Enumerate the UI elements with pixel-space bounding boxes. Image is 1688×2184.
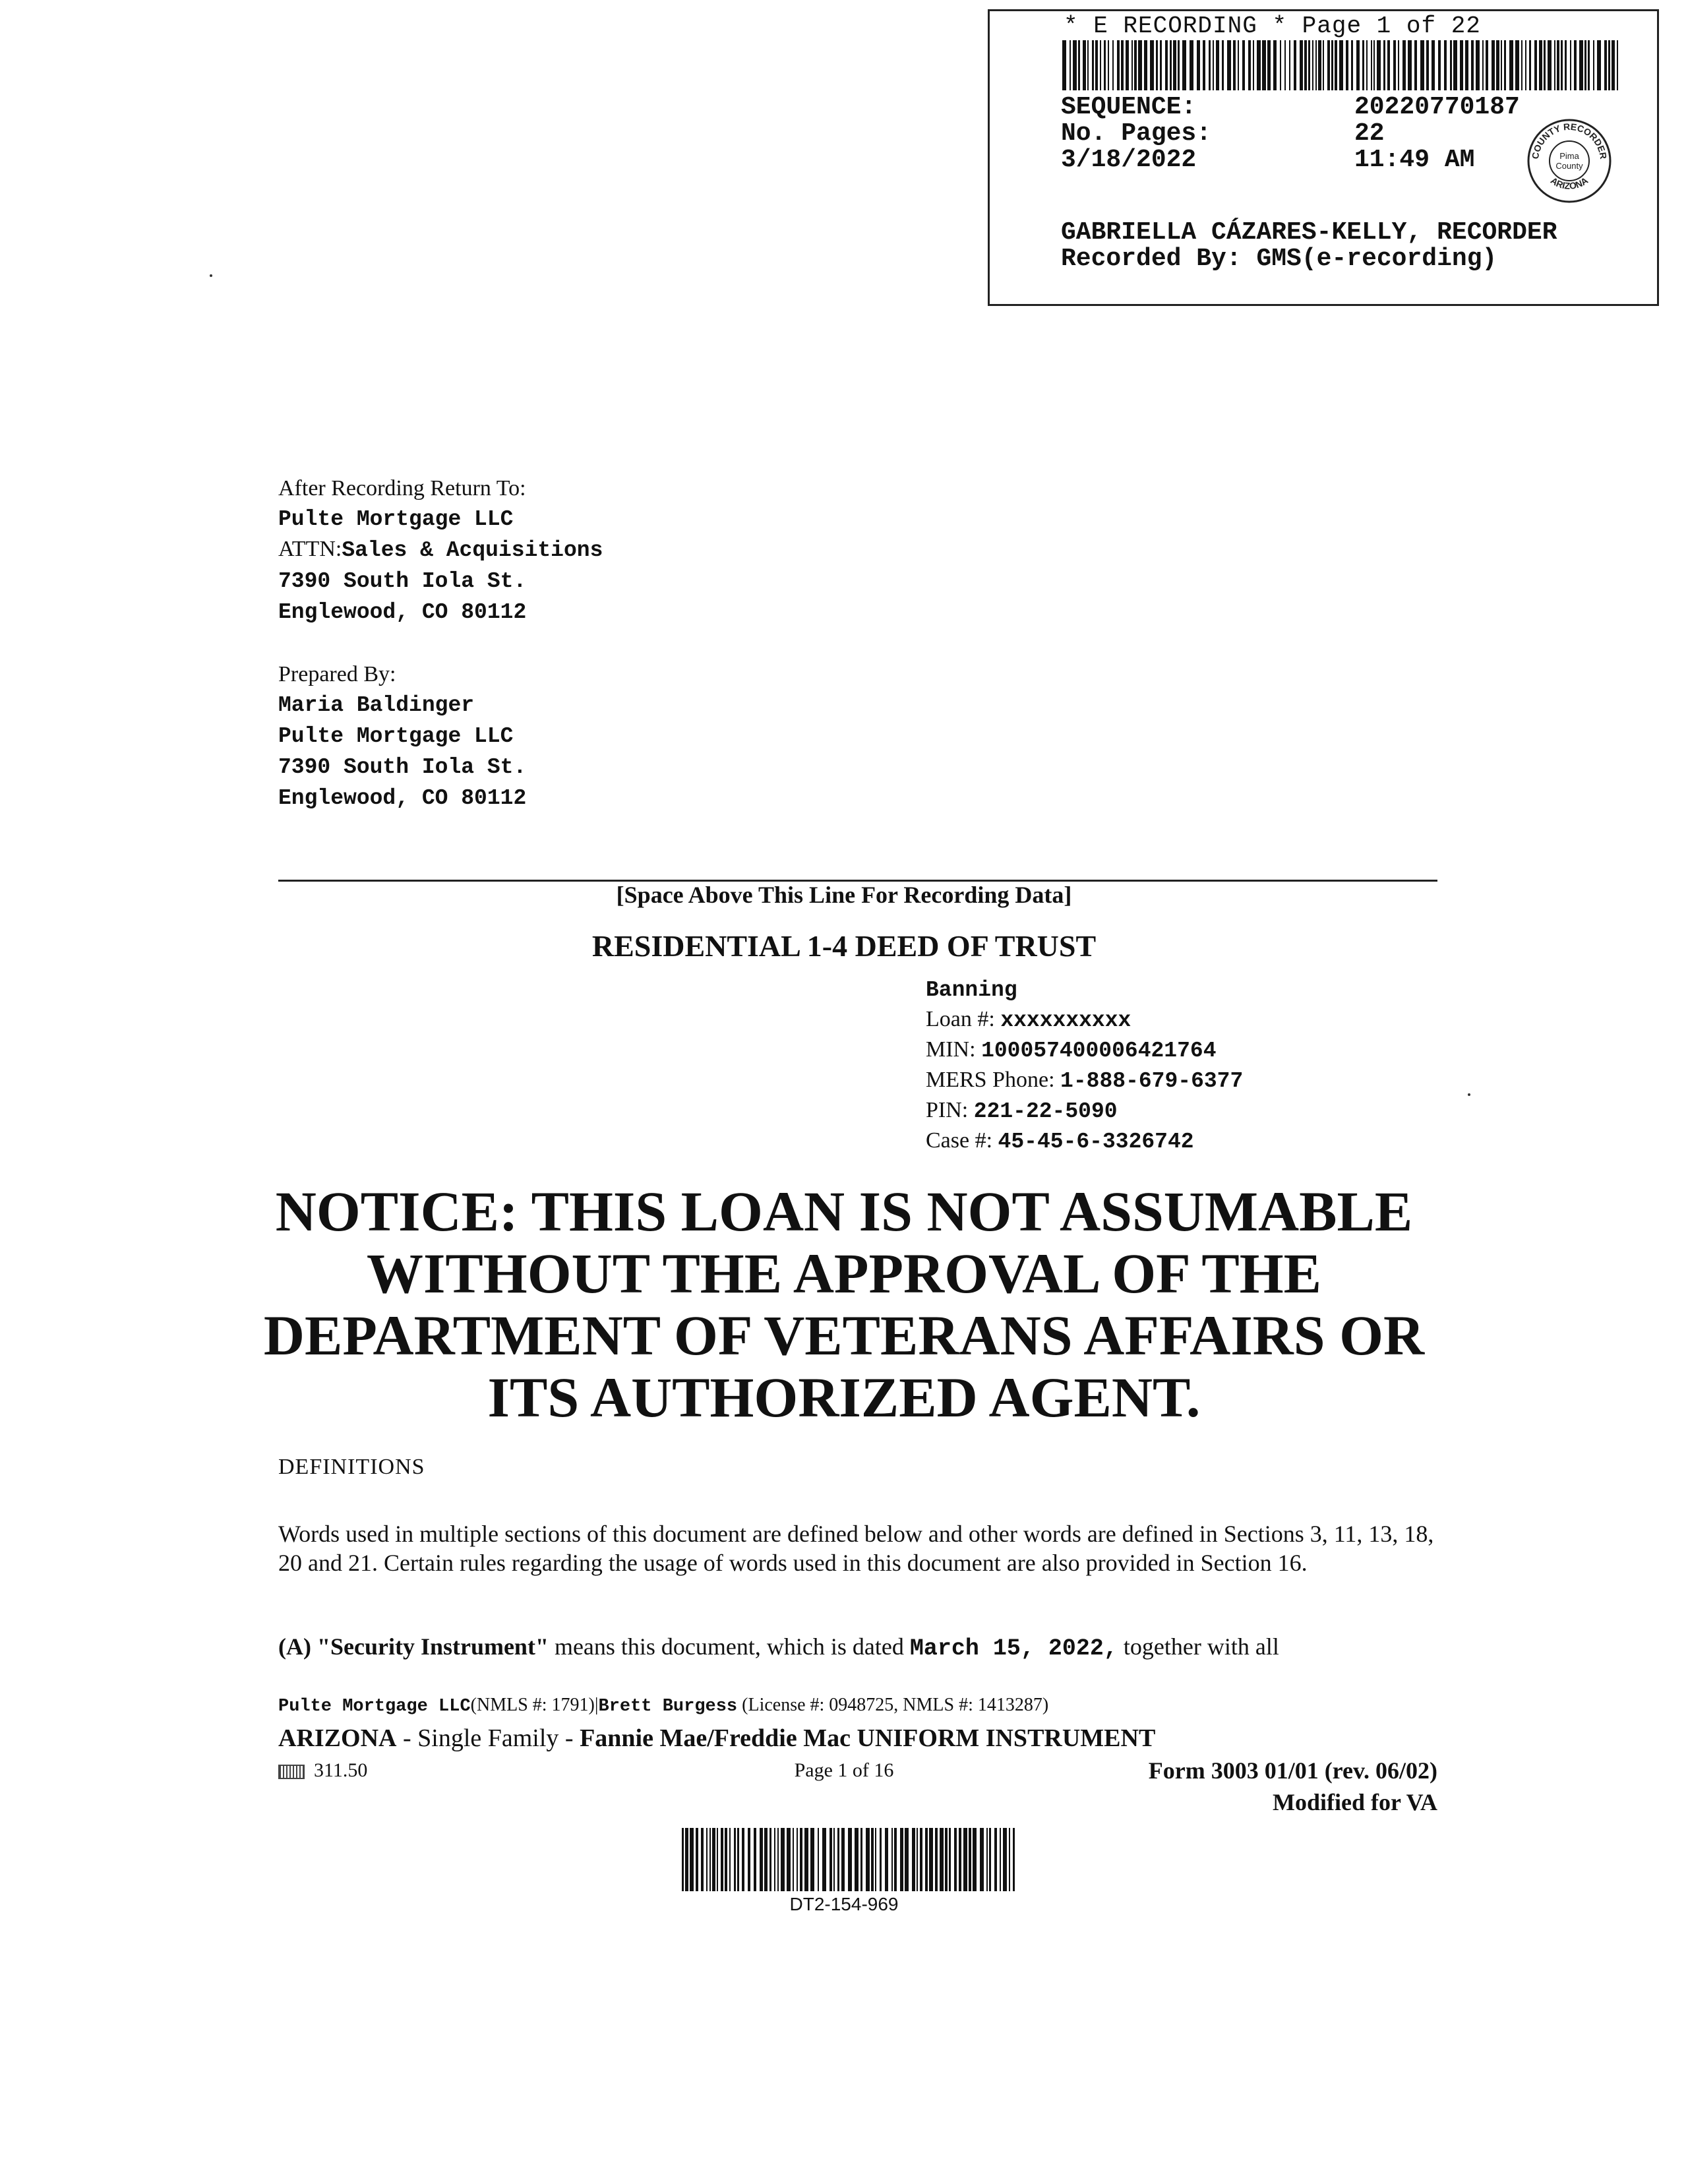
barcode-bar bbox=[994, 1828, 997, 1891]
barcode-bar bbox=[1203, 40, 1205, 90]
barcode-bar bbox=[712, 1828, 715, 1891]
case-number-label: Case #: bbox=[926, 1128, 993, 1153]
definition-a bbox=[278, 1633, 1279, 1662]
barcode-bar bbox=[1335, 40, 1337, 90]
barcode-bar bbox=[1525, 40, 1526, 90]
barcode-bar bbox=[1242, 40, 1245, 90]
pin-label: PIN: bbox=[926, 1098, 969, 1122]
barcode-bar bbox=[1608, 40, 1610, 90]
barcode-bar bbox=[1548, 40, 1552, 90]
barcode-bar bbox=[1534, 40, 1537, 90]
notice-line-3: DEPARTMENT OF VETERANS AFFAIRS OR bbox=[263, 1304, 1425, 1367]
barcode-bar bbox=[690, 1828, 694, 1891]
barcode-bar bbox=[1362, 40, 1364, 90]
prepared-by-company: Pulte Mortgage LLC bbox=[278, 724, 514, 748]
barcode-bar bbox=[696, 1828, 698, 1891]
footer-officer: Brett Burgess bbox=[598, 1697, 738, 1716]
barcode-bar bbox=[800, 1828, 802, 1891]
attn-label: ATTN: bbox=[278, 537, 342, 561]
barcode-bar bbox=[1496, 40, 1499, 90]
barcode-bar bbox=[1366, 40, 1368, 90]
barcode-bar bbox=[949, 1828, 951, 1891]
barcode-bar bbox=[764, 1828, 768, 1891]
barcode-bar bbox=[685, 1828, 688, 1891]
barcode-bar bbox=[1453, 40, 1457, 90]
recorded-by: Recorded By: GMS(e-recording) bbox=[1061, 245, 1497, 273]
barcode-bar bbox=[818, 1828, 819, 1891]
barcode-bar bbox=[1150, 40, 1154, 90]
barcode-bar bbox=[1280, 40, 1281, 90]
record-date: 3/18/2022 bbox=[1061, 146, 1197, 174]
stamp-header: * E RECORDING * Page 1 of 22 bbox=[1064, 13, 1481, 40]
barcode-bar bbox=[1509, 40, 1513, 90]
barcode-bar bbox=[1095, 40, 1098, 90]
notice-line-4: ITS AUTHORIZED AGENT. bbox=[487, 1366, 1201, 1429]
barcode-bar bbox=[1408, 40, 1412, 90]
barcode-bar bbox=[804, 1828, 808, 1891]
barcode-bar bbox=[855, 1828, 859, 1891]
barcode-bar bbox=[829, 1828, 832, 1891]
barcode-bar bbox=[1539, 40, 1542, 90]
barcode-bar bbox=[1003, 1828, 1007, 1891]
barcode-bar bbox=[787, 1828, 791, 1891]
barcode-bar bbox=[1000, 1828, 1001, 1891]
barcode-bar bbox=[1617, 40, 1618, 90]
recording-stamp bbox=[988, 9, 1659, 306]
barcode-bar bbox=[1173, 40, 1176, 90]
stamp-barcode bbox=[1062, 40, 1620, 90]
min-label: MIN: bbox=[926, 1037, 976, 1062]
definition-a-date: March 15, 2022, bbox=[909, 1635, 1118, 1662]
barcode-bar bbox=[1471, 40, 1474, 90]
barcode-bar bbox=[894, 1828, 897, 1891]
barcode-bar bbox=[709, 1828, 711, 1891]
barcode-bar bbox=[1565, 40, 1567, 90]
barcode-bar bbox=[1339, 40, 1343, 90]
barcode-bar bbox=[1593, 40, 1594, 90]
barcode-bar bbox=[1371, 40, 1372, 90]
barcode-bar bbox=[973, 1828, 977, 1891]
barcode-bar bbox=[777, 1828, 779, 1891]
pages-value: 22 bbox=[1354, 119, 1385, 148]
barcode-bar bbox=[1315, 40, 1317, 90]
barcode-bar bbox=[1492, 40, 1495, 90]
barcode-bar bbox=[706, 1828, 708, 1891]
notice-line-2: WITHOUT THE APPROVAL OF THE bbox=[366, 1242, 1322, 1305]
barcode-bar bbox=[1318, 40, 1321, 90]
barcode-bar bbox=[935, 1828, 938, 1891]
barcode-bar bbox=[1561, 40, 1563, 90]
barcode-bar bbox=[1087, 40, 1089, 90]
stray-dot-right bbox=[1468, 1093, 1470, 1096]
barcode-bar bbox=[1529, 40, 1531, 90]
footer-lender-nmls: (NMLS #: 1791) bbox=[470, 1695, 595, 1715]
barcode-bar bbox=[1160, 40, 1162, 90]
barcode-bar bbox=[682, 1828, 684, 1891]
return-to-block bbox=[278, 473, 603, 627]
barcode-bar bbox=[940, 1828, 944, 1891]
definitions-heading: DEFINITIONS bbox=[278, 1455, 425, 1479]
barcode-bar bbox=[917, 1828, 918, 1891]
barcode-bar bbox=[891, 1828, 893, 1891]
footer-state: ARIZONA bbox=[278, 1724, 397, 1752]
barcode-bar bbox=[1544, 40, 1546, 90]
assumability-notice bbox=[171, 1180, 1517, 1428]
barcode-bar bbox=[1294, 40, 1296, 90]
seal-center-line1: Pima bbox=[1559, 151, 1579, 161]
barcode-bar bbox=[1289, 40, 1290, 90]
barcode-bar bbox=[1238, 40, 1239, 90]
barcode-bar bbox=[717, 1828, 718, 1891]
loan-number-value: xxxxxxxxxx bbox=[1000, 1008, 1131, 1033]
barcode-bar bbox=[871, 1828, 874, 1891]
barcode-bar bbox=[1331, 40, 1333, 90]
barcode-bar bbox=[959, 1828, 961, 1891]
mers-phone-label: MERS Phone: bbox=[926, 1068, 1055, 1092]
barcode-bar bbox=[963, 1828, 967, 1891]
barcode-bar bbox=[725, 1828, 727, 1891]
barcode-bar bbox=[1253, 40, 1254, 90]
barcode-bar bbox=[1387, 40, 1390, 90]
barcode-bar bbox=[1222, 40, 1224, 90]
footer-officer-license: (License #: 0948725, NMLS #: 1413287) bbox=[742, 1695, 1049, 1715]
return-to-street: 7390 South Iola St. bbox=[278, 569, 527, 593]
barcode-bar bbox=[781, 1828, 785, 1891]
barcode-bar bbox=[880, 1828, 882, 1891]
barcode-bar bbox=[1100, 40, 1101, 90]
barcode-bar bbox=[929, 1828, 933, 1891]
footer-page-number: Page 1 of 16 bbox=[794, 1759, 894, 1781]
barcode-bar bbox=[980, 1828, 984, 1891]
barcode-bar bbox=[1554, 40, 1555, 90]
barcode-bar bbox=[1346, 40, 1348, 90]
prepared-by-person: Maria Baldinger bbox=[278, 693, 475, 717]
barcode-bar bbox=[1117, 40, 1120, 90]
barcode-bar bbox=[1515, 40, 1519, 90]
barcode-bar bbox=[701, 1828, 704, 1891]
barcode-bar bbox=[742, 1828, 744, 1891]
pin-value: 221-22-5090 bbox=[973, 1099, 1118, 1124]
footer-form-number: Form 3003 01/01 (rev. 06/02) bbox=[1148, 1757, 1437, 1784]
barcode-bar bbox=[734, 1828, 736, 1891]
sequence-label: SEQUENCE: bbox=[1061, 93, 1197, 121]
barcode-bar bbox=[1393, 40, 1396, 90]
document-barcode bbox=[682, 1828, 1018, 1891]
barcode-bar bbox=[822, 1828, 826, 1891]
barcode-bar bbox=[1267, 40, 1271, 90]
definition-a-text2: together with all bbox=[1123, 1633, 1279, 1660]
barcode-bar bbox=[912, 1828, 915, 1891]
barcode-bar bbox=[1521, 40, 1522, 90]
loan-number-label: Loan #: bbox=[926, 1007, 995, 1031]
barcode-bar bbox=[1312, 40, 1313, 90]
barcode-bar bbox=[1304, 40, 1307, 90]
barcode-bar bbox=[900, 1828, 903, 1891]
barcode-bar bbox=[1323, 40, 1324, 90]
barcode-bar bbox=[754, 1828, 756, 1891]
barcode-bar bbox=[1377, 40, 1381, 90]
footer-form-line bbox=[278, 1724, 1155, 1753]
barcode-bar bbox=[1248, 40, 1251, 90]
project-name: Banning bbox=[926, 978, 1017, 1002]
barcode-bar bbox=[1504, 40, 1506, 90]
definition-a-label: (A) bbox=[278, 1633, 311, 1660]
barcode-bar bbox=[1465, 40, 1468, 90]
barcode-bar bbox=[866, 1828, 870, 1891]
footer-code-value: 311.50 bbox=[314, 1759, 368, 1781]
footer-lender-line bbox=[278, 1695, 1048, 1716]
barcode-bar bbox=[875, 1828, 876, 1891]
barcode-bar bbox=[1501, 40, 1502, 90]
definitions-intro-paragraph: Words used in multiple sections of this document are defined below and other words are defined in Sections 3, 11, 13, 18, 20 and 21. Certain rules regarding the usage of words used in this document are also provided in Section 16. bbox=[278, 1521, 1434, 1576]
definition-a-text1: means this document, which is dated bbox=[554, 1633, 904, 1660]
barcode-bar bbox=[885, 1828, 888, 1891]
barcode-bar bbox=[1227, 40, 1231, 90]
barcode-bar bbox=[954, 1828, 957, 1891]
barcode-bar bbox=[1351, 40, 1353, 90]
barcode-bar bbox=[1460, 40, 1463, 90]
barcode-bar bbox=[1373, 40, 1375, 90]
barcode-bar bbox=[1062, 40, 1066, 90]
barcode-bar bbox=[1398, 40, 1399, 90]
footer-form-desc: - Single Family - bbox=[402, 1724, 574, 1752]
barcode-bar bbox=[1138, 40, 1142, 90]
prepared-by-city: Englewood, CO 80112 bbox=[278, 786, 527, 810]
sequence-value: 20220770187 bbox=[1354, 93, 1520, 121]
barcode-bar bbox=[1190, 40, 1193, 90]
loan-info-block bbox=[926, 975, 1243, 1157]
return-to-name: Pulte Mortgage LLC bbox=[278, 507, 514, 531]
case-number-value: 45-45-6-3326742 bbox=[998, 1130, 1194, 1154]
seal-top-text: COUNTY RECORDER bbox=[1529, 121, 1610, 160]
min-value: 100057400006421764 bbox=[981, 1039, 1217, 1063]
seal-bottom-text: ARIZONA bbox=[1548, 175, 1590, 192]
barcode-bar bbox=[848, 1828, 852, 1891]
barcode-bar bbox=[969, 1828, 971, 1891]
barcode-bar bbox=[920, 1828, 922, 1891]
barcode-bar bbox=[905, 1828, 909, 1891]
barcode-bar bbox=[1284, 40, 1286, 90]
barcode-bar bbox=[1444, 40, 1447, 90]
barcode-bar bbox=[1121, 40, 1124, 90]
document-title: RESIDENTIAL 1-4 DEED OF TRUST bbox=[591, 929, 1097, 963]
barcode-bar bbox=[797, 1828, 798, 1891]
recorder-name: GABRIELLA CÁZARES-KELLY, RECORDER bbox=[1061, 218, 1557, 247]
barcode-bar bbox=[721, 1828, 723, 1891]
barcode-bar bbox=[760, 1828, 763, 1891]
barcode-bar bbox=[1092, 40, 1094, 90]
barcode-bar bbox=[1402, 40, 1406, 90]
barcode-bar bbox=[1273, 40, 1277, 90]
barcode-bar bbox=[1486, 40, 1488, 90]
barcode-bar bbox=[793, 1828, 794, 1891]
barcode-bar bbox=[1144, 40, 1147, 90]
document-barcode-text: DT2-154-969 bbox=[789, 1894, 899, 1914]
barcode-bar bbox=[1588, 40, 1590, 90]
barcode-bar bbox=[1257, 40, 1261, 90]
barcode-bar bbox=[1420, 40, 1424, 90]
barcode-bar bbox=[1178, 40, 1180, 90]
barcode-bar bbox=[1216, 40, 1219, 90]
barcode-bar bbox=[769, 1828, 771, 1891]
mers-phone-value: 1-888-679-6377 bbox=[1060, 1069, 1244, 1093]
barcode-bar bbox=[1108, 40, 1109, 90]
barcode-bar bbox=[860, 1828, 862, 1891]
barcode-bar bbox=[1597, 40, 1601, 90]
barcode-bar bbox=[1165, 40, 1168, 90]
barcode-bar bbox=[1383, 40, 1385, 90]
barcode-bar bbox=[1013, 1828, 1015, 1891]
stray-dot bbox=[210, 274, 212, 277]
barcode-bar bbox=[1233, 40, 1236, 90]
barcode-bar bbox=[1438, 40, 1441, 90]
barcode-bar bbox=[1570, 40, 1571, 90]
barcode-bar bbox=[1170, 40, 1172, 90]
barcode-bar bbox=[1104, 40, 1106, 90]
footer-form-name: Fannie Mae/Freddie Mac UNIFORM INSTRUMENT bbox=[580, 1724, 1156, 1752]
barcode-bar bbox=[1432, 40, 1435, 90]
space-above-line-caption: [Space Above This Line For Recording Data] bbox=[616, 882, 1072, 908]
barcode-bar bbox=[1078, 40, 1080, 90]
barcode-bar bbox=[1604, 40, 1607, 90]
barcode-bar bbox=[1134, 40, 1137, 90]
prepared-by-label: Prepared By: bbox=[278, 662, 396, 686]
barcode-bar bbox=[989, 1828, 991, 1891]
barcode-bar bbox=[1450, 40, 1452, 90]
barcode-bar bbox=[1209, 40, 1211, 90]
barcode-bar bbox=[810, 1828, 814, 1891]
barcode-bar bbox=[1300, 40, 1303, 90]
barcode-bar bbox=[1476, 40, 1480, 90]
barcode-bar bbox=[1557, 40, 1559, 90]
barcode-bar bbox=[837, 1828, 839, 1891]
barcode-bar bbox=[1426, 40, 1429, 90]
barcode-bar bbox=[1112, 40, 1114, 90]
footer-lender: Pulte Mortgage LLC bbox=[278, 1697, 471, 1716]
barcode-bar bbox=[1131, 40, 1133, 90]
barcode-bar bbox=[1356, 40, 1360, 90]
barcode-bar bbox=[841, 1828, 845, 1891]
definition-a-term: "Security Instrument" bbox=[316, 1633, 549, 1660]
county-recorder-seal bbox=[1525, 117, 1613, 205]
record-time: 11:49 AM bbox=[1354, 146, 1475, 174]
prepared-by-street: 7390 South Iola St. bbox=[278, 755, 527, 779]
barcode-bar bbox=[729, 1828, 731, 1891]
barcode-bar bbox=[1482, 40, 1484, 90]
barcode-bar bbox=[737, 1828, 739, 1891]
barcode-bar bbox=[986, 1828, 988, 1891]
barcode-bar bbox=[1070, 40, 1071, 90]
seal-center-line2: County bbox=[1555, 161, 1583, 171]
barcode-bar bbox=[1182, 40, 1186, 90]
barcode-bar bbox=[1213, 40, 1214, 90]
footer-modified-note: Modified for VA bbox=[1272, 1789, 1437, 1815]
notice-line-1: NOTICE: THIS LOAN IS NOT ASSUMABLE bbox=[275, 1180, 1413, 1243]
barcode-bar bbox=[1009, 1828, 1010, 1891]
return-to-label: After Recording Return To: bbox=[278, 476, 526, 501]
pages-label: No. Pages: bbox=[1061, 119, 1212, 148]
barcode-bar bbox=[833, 1828, 835, 1891]
barcode-bar bbox=[1584, 40, 1586, 90]
prepared-by-block bbox=[278, 659, 526, 813]
barcode-bar bbox=[774, 1828, 775, 1891]
return-to-city: Englewood, CO 80112 bbox=[278, 600, 527, 624]
barcode-bar bbox=[925, 1828, 928, 1891]
barcode-bar bbox=[1414, 40, 1417, 90]
barcode-bar bbox=[1574, 40, 1577, 90]
barcode-bar bbox=[1308, 40, 1310, 90]
barcode-bar bbox=[1262, 40, 1266, 90]
footer-separator: | bbox=[594, 1695, 599, 1715]
barcode-bar bbox=[1156, 40, 1158, 90]
barcode-bar bbox=[1327, 40, 1330, 90]
barcode-bar bbox=[1197, 40, 1200, 90]
barcode-bar bbox=[1083, 40, 1086, 90]
attn-value: Sales & Acquisitions bbox=[342, 538, 603, 562]
barcode-bar bbox=[1612, 40, 1615, 90]
barcode-bar bbox=[1073, 40, 1077, 90]
barcode-bar bbox=[748, 1828, 750, 1891]
barcode-bar bbox=[1126, 40, 1129, 90]
barcode-bar bbox=[1579, 40, 1583, 90]
barcode-bar bbox=[945, 1828, 948, 1891]
